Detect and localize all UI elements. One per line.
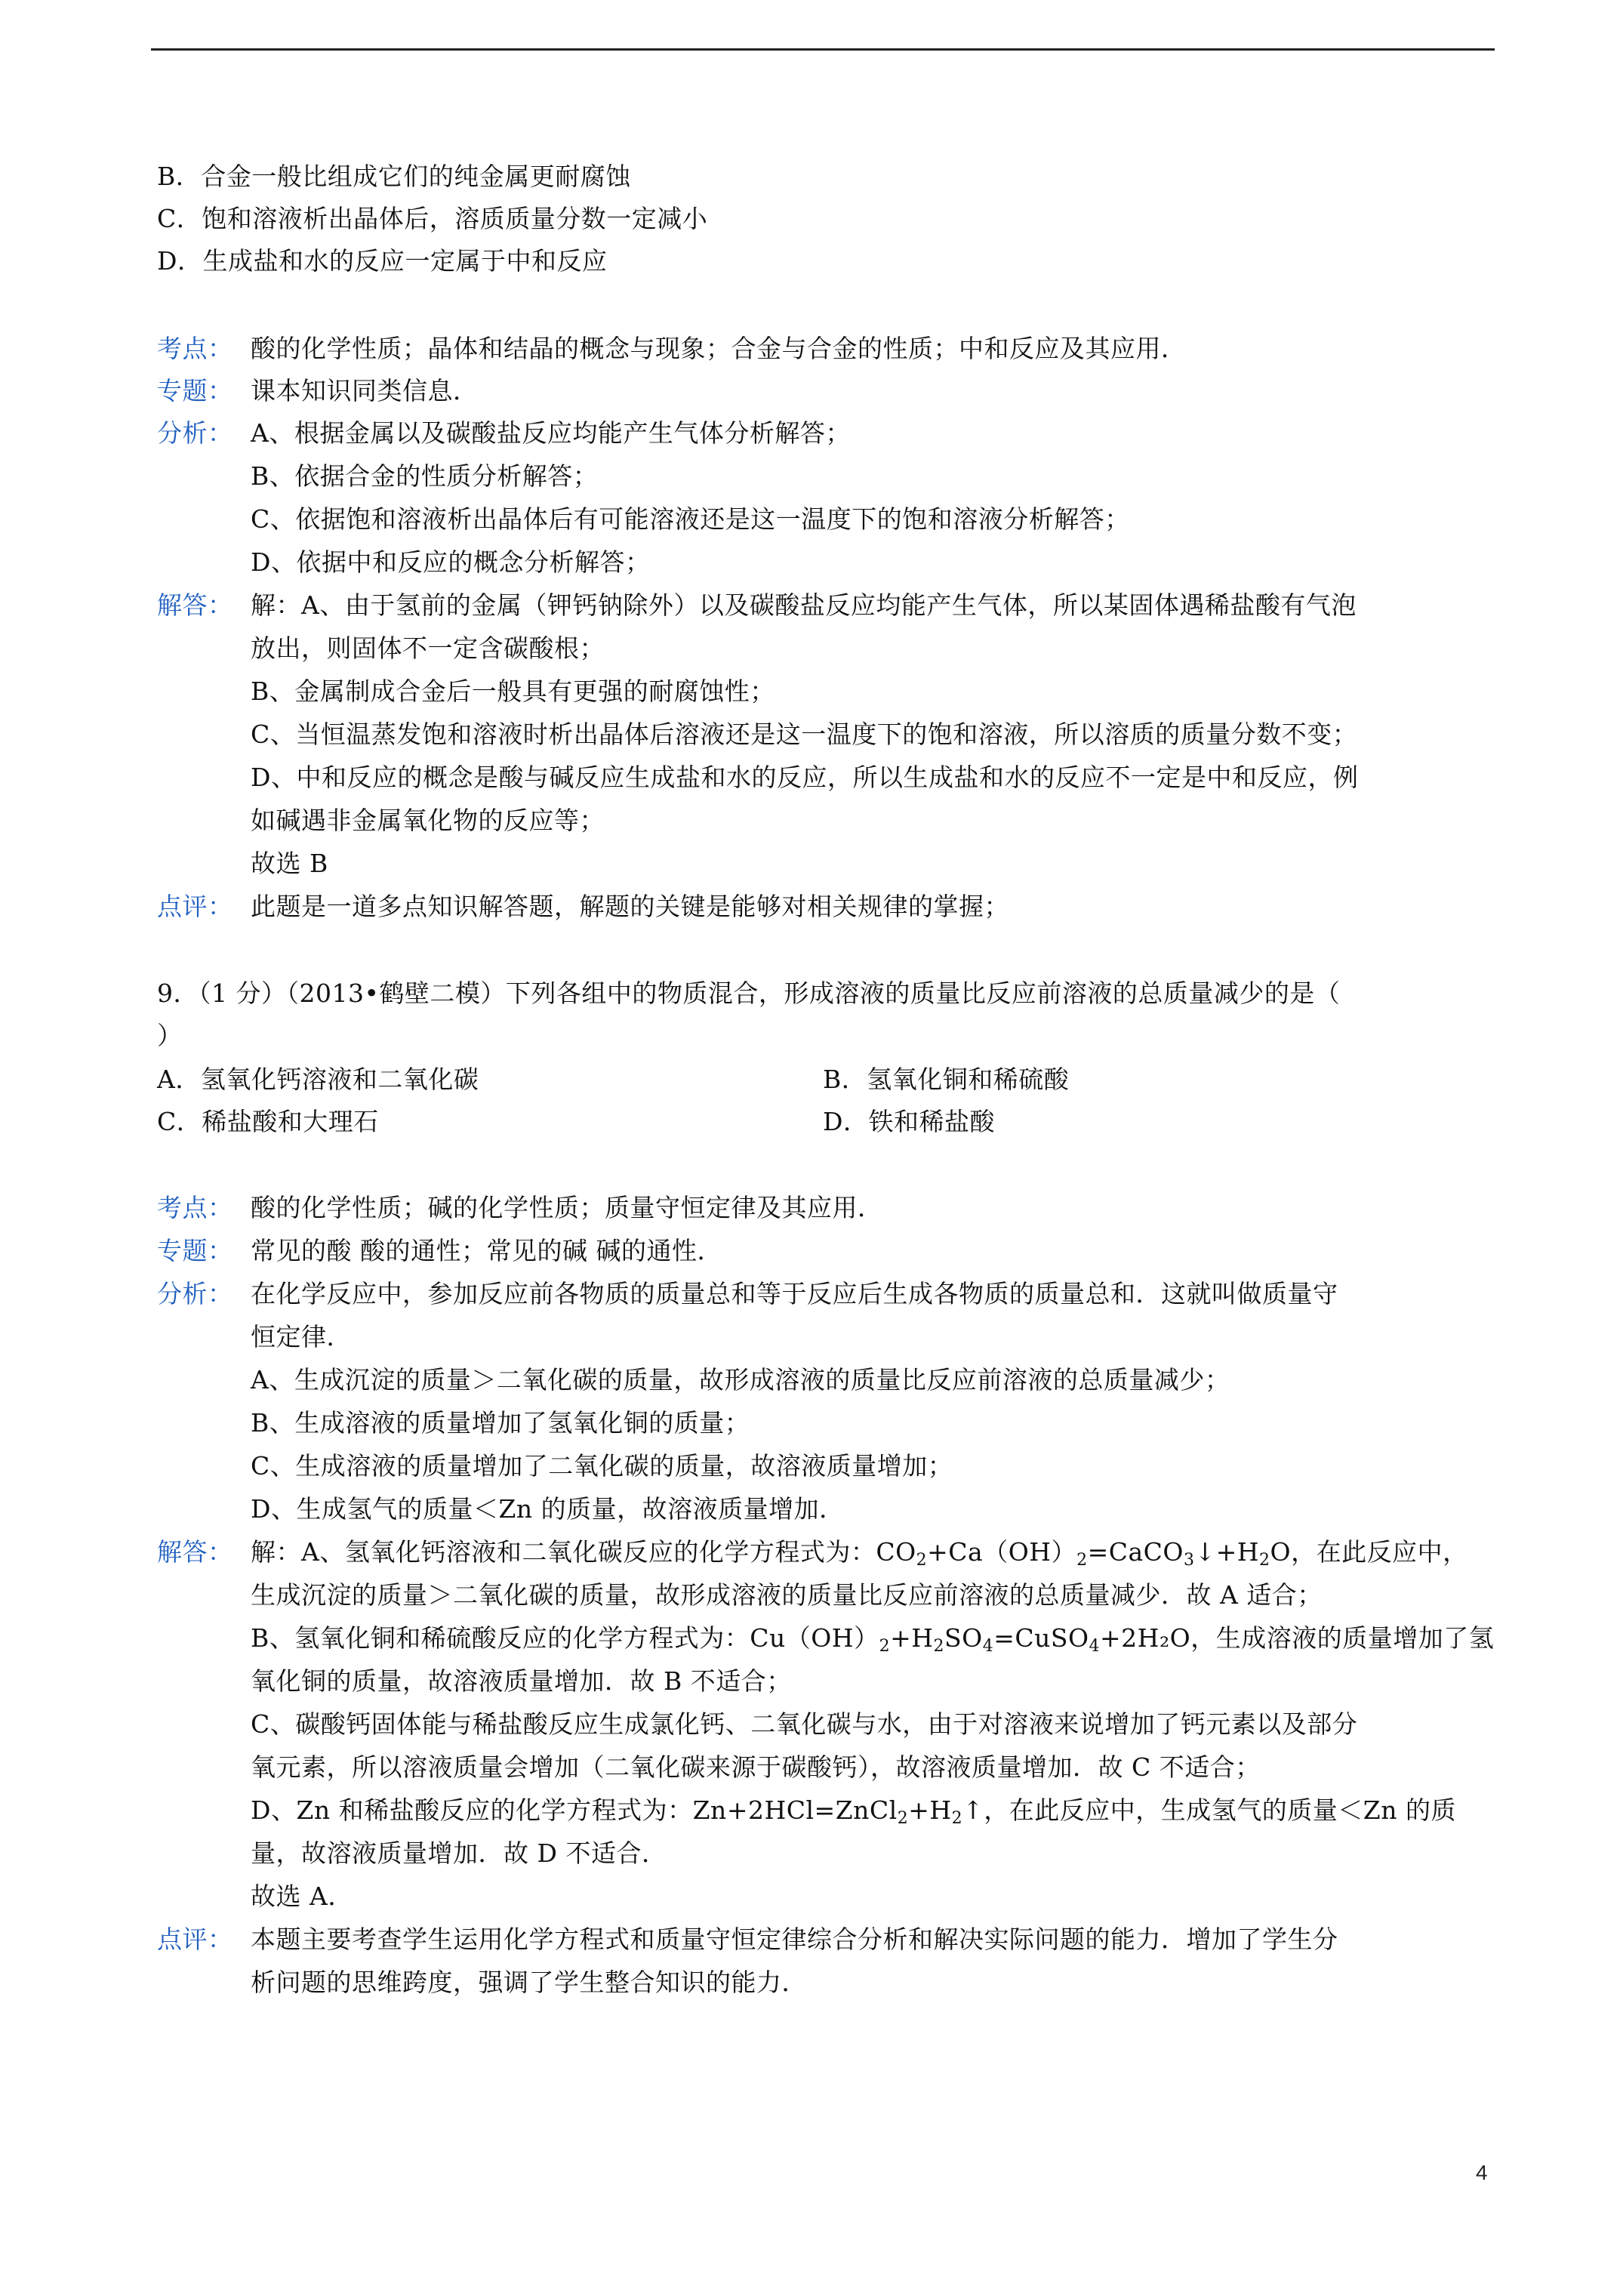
jieda-line: 如碱遇非金属氧化物的反应等；	[251, 806, 605, 835]
q9-jieda-equation-a: 解：A、氢氧化钙溶液和二氧化碳反应的化学方程式为：$CO_2+Ca(OH)_2=CaCO_3↓+H_2O$，在此反应中，	[251, 1537, 1468, 1570]
jieda-line: 解：A、由于氢前的金属（钾钙钠除外）以及碳酸盐反应均能产生气体，所以某固体遇稀盐酸有气泡	[251, 590, 1357, 620]
q9-option-d: D．铁和稀盐酸	[823, 1107, 995, 1136]
q9-fenxi-line: A、生成沉淀的质量＞二氧化碳的质量，故形成溶液的质量比反应前溶液的总质量减少；	[251, 1365, 1230, 1395]
q9-fenxi-label: 分析：	[157, 1279, 233, 1308]
q9-option-c: C．稀盐酸和大理石	[157, 1107, 379, 1136]
q9-jieda-equation-d: D、Zn 和稀盐酸反应的化学方程式为：$Zn+2HCl=ZnCl_2+H_2↑$，在此反应中，生成氢气的质量＜Zn 的质	[251, 1795, 1456, 1828]
q9-jieda-equation-b: B、氢氧化铜和稀硫酸反应的化学方程式为：$Cu(OH)_2+H_2SO_4=CuSO_4+2H_2O$，生成溶液的质量增加了氢	[251, 1623, 1495, 1656]
prev-option-c: C．饱和溶液析出晶体后，溶质质量分数一定减小	[157, 204, 708, 233]
q9-option-b: B．氢氧化铜和稀硫酸	[823, 1065, 1070, 1094]
jieda-line: C、当恒温蒸发饱和溶液时析出晶体后溶液还是这一温度下的饱和溶液，所以溶质的质量分数不变；	[251, 720, 1358, 749]
dianping-text: 此题是一道多点知识解答题，解题的关键是能够对相关规律的掌握；	[251, 892, 1009, 921]
zhuanti-text: 课本知识同类信息．	[251, 376, 479, 405]
q9-stem-end: ）	[157, 1021, 183, 1050]
q9-dianping-line: 本题主要考查学生运用化学方程式和质量守恒定律综合分析和解决实际问题的能力．增加了学生分	[251, 1925, 1338, 1954]
q9-dianping-line: 析问题的思维跨度，强调了学生整合知识的能力．	[251, 1968, 807, 1997]
q9-jieda-line: 氧化铜的质量，故溶液质量增加．故 B 不适合；	[251, 1666, 792, 1696]
fenxi-line: C、依据饱和溶液析出晶体后有可能溶液还是这一温度下的饱和溶液分析解答；	[251, 504, 1130, 534]
prev-option-b: B．合金一般比组成它们的纯金属更耐腐蚀	[157, 162, 631, 191]
q9-jieda-line: 量，故溶液质量增加．故 D 不适合．	[251, 1838, 667, 1868]
q9-zhuanti-text: 常见的酸 酸的通性；常见的碱 碱的通性．	[251, 1236, 722, 1265]
q9-fenxi-line: D、生成氢气的质量＜Zn 的质量，故溶液质量增加．	[251, 1494, 845, 1524]
q9-fenxi-line: B、生成溶液的质量增加了氢氧化铜的质量；	[251, 1408, 750, 1438]
q9-jieda-line: 生成沉淀的质量＞二氧化碳的质量，故形成溶液的质量比反应前溶液的总质量减少．故 A 适合；	[251, 1580, 1323, 1610]
prev-option-d: D．生成盐和水的反应一定属于中和反应	[157, 246, 608, 276]
q9-jieda-conclusion: 故选 A．	[251, 1881, 353, 1911]
fenxi-label: 分析：	[157, 418, 233, 448]
q9-jieda-label: 解答：	[157, 1537, 233, 1567]
fenxi-line: B、依据合金的性质分析解答；	[251, 461, 599, 491]
zhuanti-label: 专题：	[157, 376, 233, 405]
jieda-label: 解答：	[157, 590, 233, 620]
kaodian-label: 考点：	[157, 334, 233, 363]
kaodian-text: 酸的化学性质；晶体和结晶的概念与现象；合金与合金的性质；中和反应及其应用．	[251, 334, 1187, 363]
header-rule	[151, 48, 1495, 51]
jieda-line: 故选 B	[251, 849, 328, 878]
q9-kaodian-label: 考点：	[157, 1193, 233, 1222]
q9-fenxi-line: C、生成溶液的质量增加了二氧化碳的质量，故溶液质量增加；	[251, 1451, 953, 1481]
dianping-label: 点评：	[157, 892, 233, 921]
jieda-line: D、中和反应的概念是酸与碱反应生成盐和水的反应，所以生成盐和水的反应不一定是中和反应，例	[251, 763, 1359, 792]
jieda-line: 放出，则固体不一定含碳酸根；	[251, 633, 605, 663]
q9-kaodian-text: 酸的化学性质；碱的化学性质；质量守恒定律及其应用．	[251, 1193, 883, 1222]
q9-fenxi-line: 在化学反应中，参加反应前各物质的质量总和等于反应后生成各物质的质量总和．这就叫做质量守	[251, 1279, 1338, 1308]
q9-jieda-line: C、碳酸钙固体能与稀盐酸反应生成氯化钙、二氧化碳与水，由于对溶液来说增加了钙元素以及部分	[251, 1709, 1358, 1739]
q9-option-a: A．氢氧化钙溶液和二氧化碳	[157, 1065, 479, 1094]
q9-fenxi-line: 恒定律．	[251, 1322, 352, 1351]
jieda-line: B、金属制成合金后一般具有更强的耐腐蚀性；	[251, 676, 775, 706]
q9-dianping-label: 点评：	[157, 1925, 233, 1954]
fenxi-line: D、依据中和反应的概念分析解答；	[251, 547, 651, 577]
q9-jieda-line: 氧元素，所以溶液质量会增加（二氧化碳来源于碳酸钙），故溶液质量增加．故 C 不适合；	[251, 1752, 1261, 1782]
page-number: 4	[1476, 2161, 1488, 2184]
q9-stem: 9．（1 分）（2013•鹤壁二模）下列各组中的物质混合，形成溶液的质量比反应前溶液的总质量减少的是（	[157, 978, 1341, 1008]
q9-zhuanti-label: 专题：	[157, 1236, 233, 1265]
fenxi-line: A、根据金属以及碳酸盐反应均能产生气体分析解答；	[251, 418, 851, 448]
